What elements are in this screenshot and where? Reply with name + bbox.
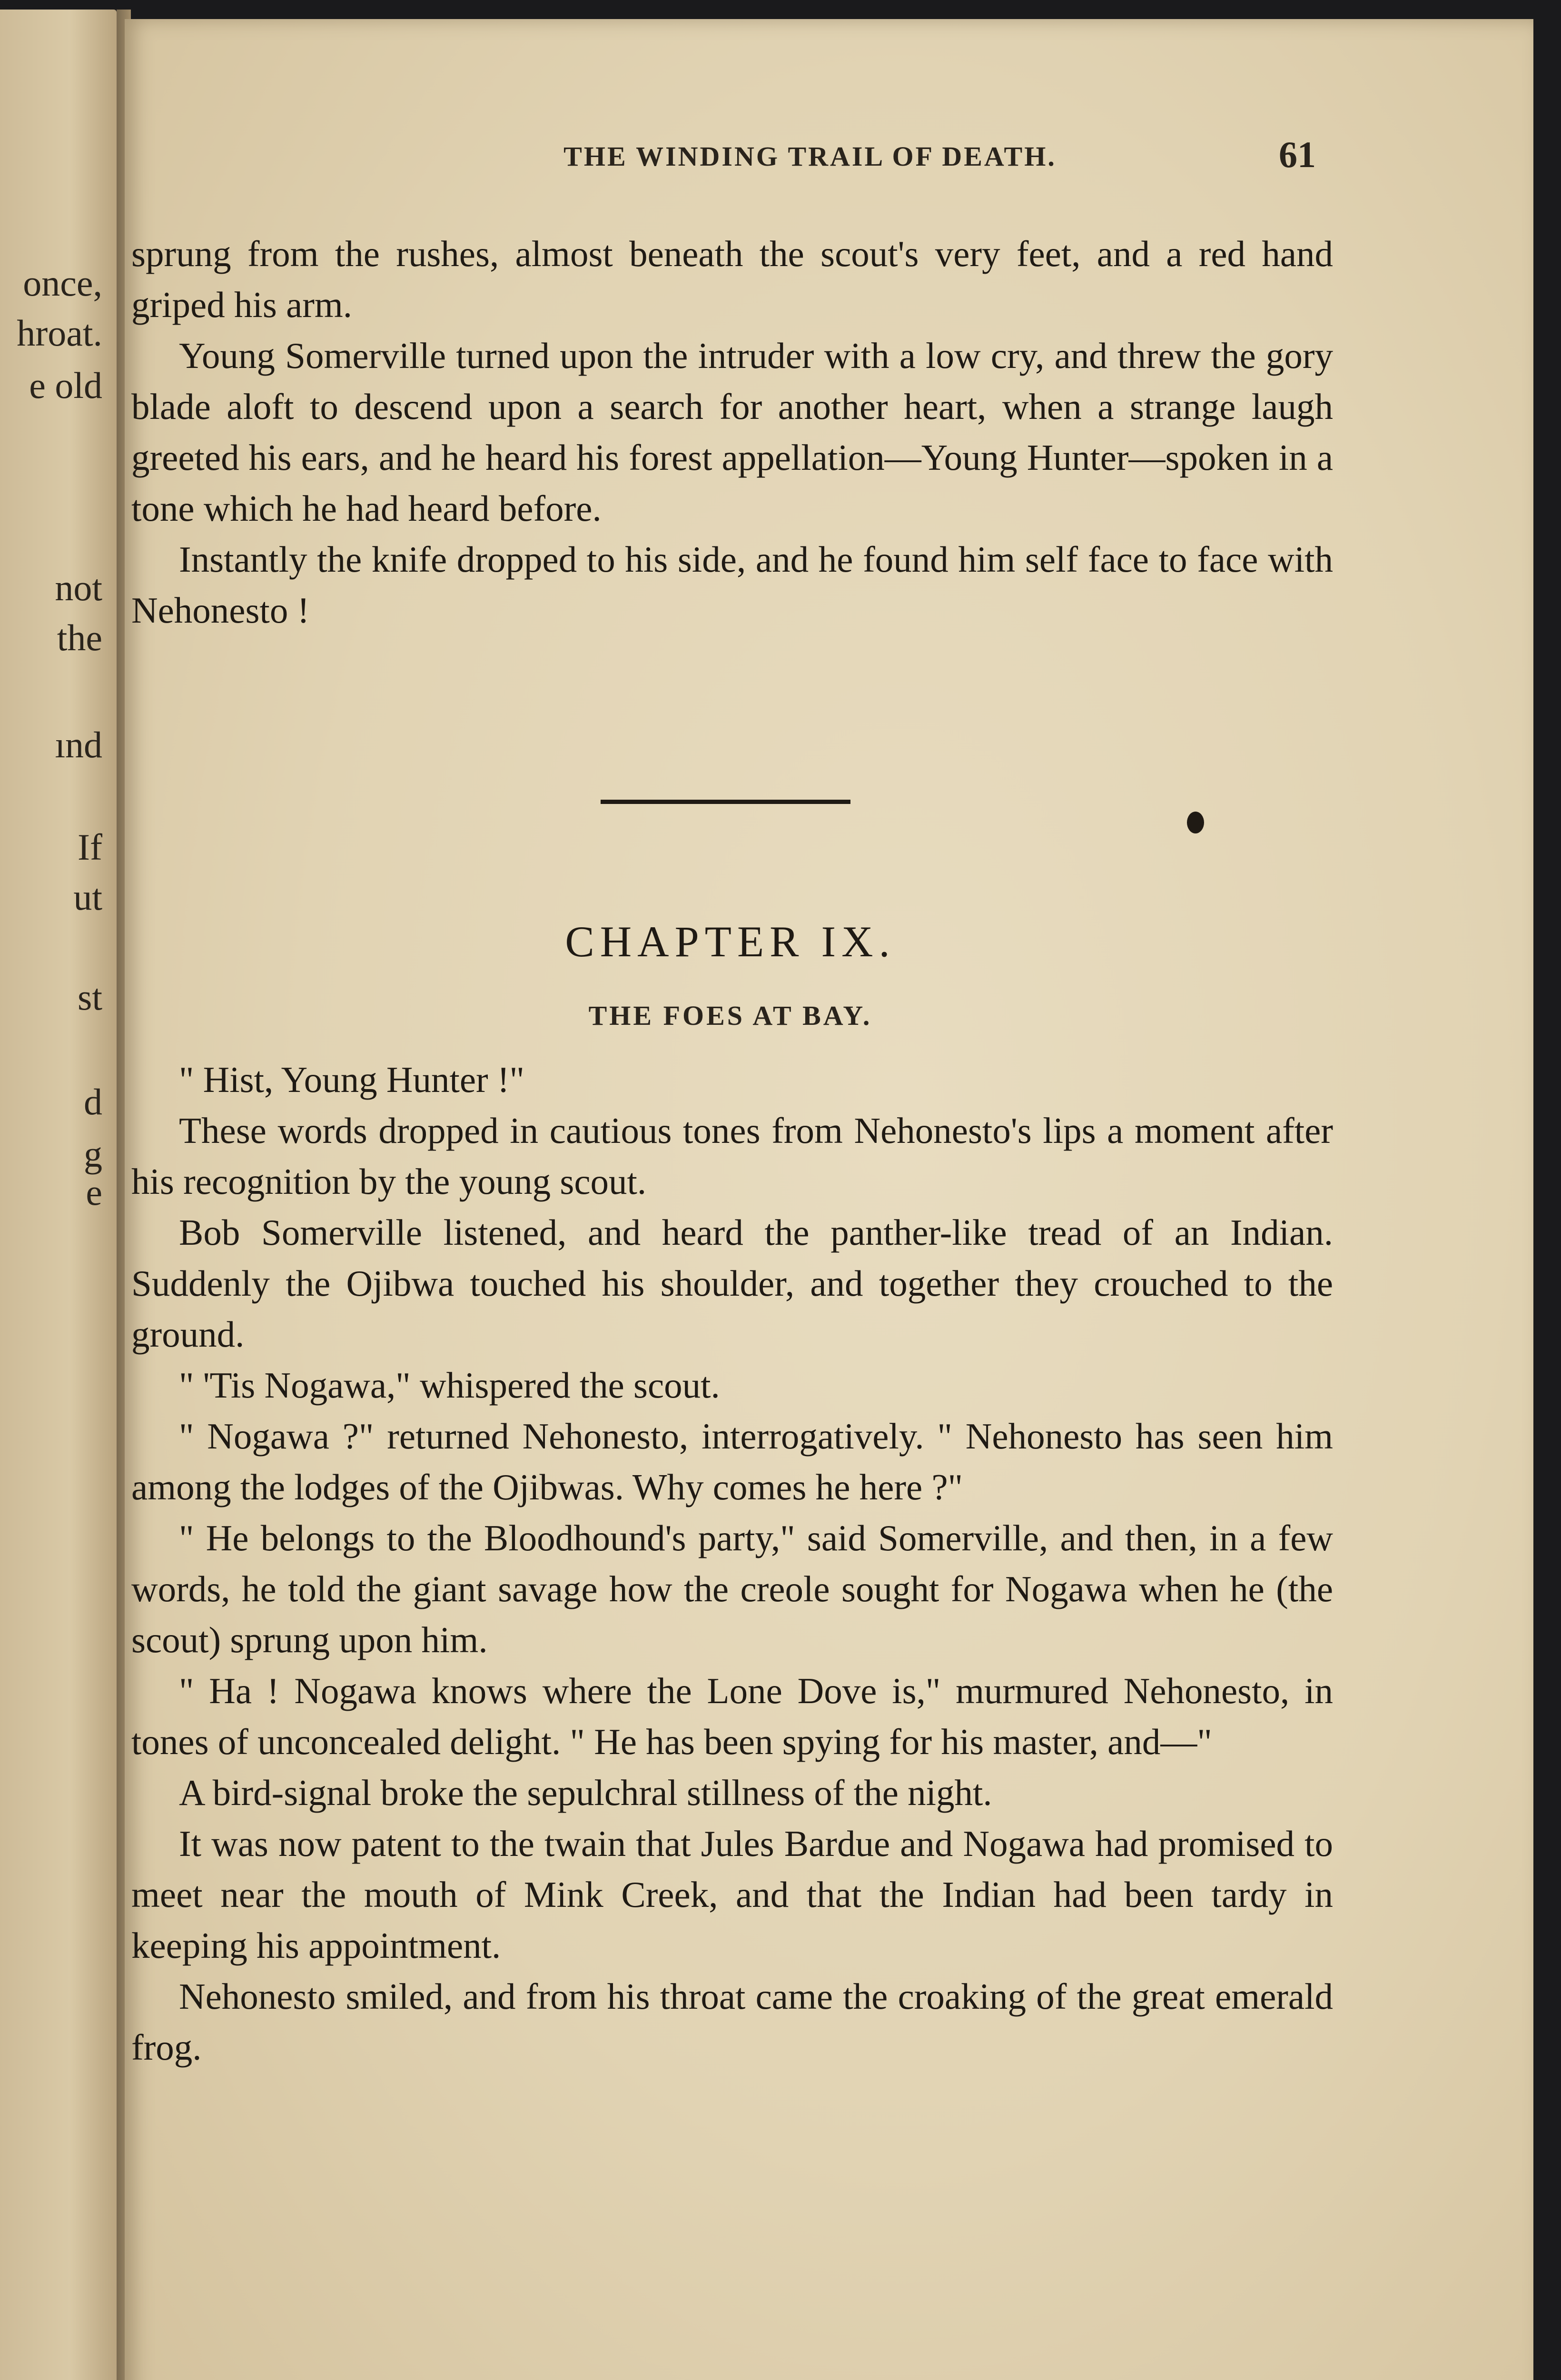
text-block-before-break: [131, 228, 1333, 636]
left-page-fragment: g: [84, 1133, 102, 1175]
left-page-fragment: If: [78, 826, 102, 868]
paragraph: sprung from the rushes, almost beneath the scout's very feet, and a red hand griped his arm.: [131, 233, 1333, 325]
left-page-fragment: not: [55, 567, 102, 608]
paragraph: Young Somerville turned upon the intruder with a low cry, and threw the gory blade aloft to descend upon a search for another heart, when a strange laugh greeted his ears, and he heard his forest appellation—Young Hunter—spoken in a tone which he had heard before.: [131, 335, 1333, 529]
page-number: 61: [1279, 134, 1316, 175]
paragraph: It was now patent to the twain that Jules Bardue and Nogawa had promised to meet near the mouth of Mink Creek, and that the Indian had been tardy in keeping his appointment.: [131, 1823, 1333, 1966]
left-page-edge: [0, 10, 117, 2380]
left-page-fragment: ınd: [55, 724, 102, 765]
paragraph: " Hist, Young Hunter !": [179, 1059, 524, 1100]
left-page-fragment: once,: [23, 262, 102, 304]
paragraph: Instantly the knife dropped to his side, and he found him self face to face with Nehonesto !: [131, 539, 1333, 631]
left-page-fragment: the: [57, 617, 102, 658]
ink-spot: [1187, 812, 1204, 833]
left-page-fragment: e: [86, 1171, 102, 1213]
left-page-fragment: st: [77, 976, 102, 1018]
text-block-after-break: [131, 1054, 1333, 2073]
paragraph: Nehonesto smiled, and from his throat came the croaking of the great emerald frog.: [131, 1976, 1333, 2068]
chapter-subheading: THE FOES AT BAY.: [588, 1000, 872, 1031]
book-page: [125, 19, 1533, 2380]
left-page-fragment: ut: [73, 876, 102, 918]
paragraph: " 'Tis Nogawa," whispered the scout.: [179, 1365, 720, 1406]
paragraph: These words dropped in cautious tones from Nehonesto's lips a moment after his recognition by the young scout.: [131, 1110, 1333, 1202]
left-page-fragment: hroat.: [17, 312, 102, 354]
paragraph: " Ha ! Nogawa knows where the Lone Dove is," murmured Nehonesto, in tones of unconcealed delight. " He has been spying for his master, and—": [131, 1670, 1333, 1762]
paragraph: " He belongs to the Bloodhound's party," said Somerville, and then, in a few words, he told the giant savage how the creole sought for Nogawa when he (the scout) sprung upon him.: [131, 1517, 1333, 1660]
running-title: THE WINDING TRAIL OF DEATH.: [563, 141, 1057, 172]
left-page-fragment: d: [84, 1081, 102, 1122]
paragraph: Bob Somerville listened, and heard the panther-like tread of an Indian. Suddenly the Ojibwa touched his shoulder, and together they crouched to the ground.: [131, 1212, 1333, 1355]
paragraph: A bird-signal broke the sepulchral stillness of the night.: [179, 1772, 992, 1813]
left-page-fragment: e old: [29, 365, 102, 406]
chapter-heading: CHAPTER IX.: [565, 917, 896, 966]
paragraph: " Nogawa ?" returned Nehonesto, interrogatively. " Nehonesto has seen him among the lodges of the Ojibwas. Why comes he here ?": [131, 1416, 1333, 1507]
section-divider: [601, 800, 850, 804]
